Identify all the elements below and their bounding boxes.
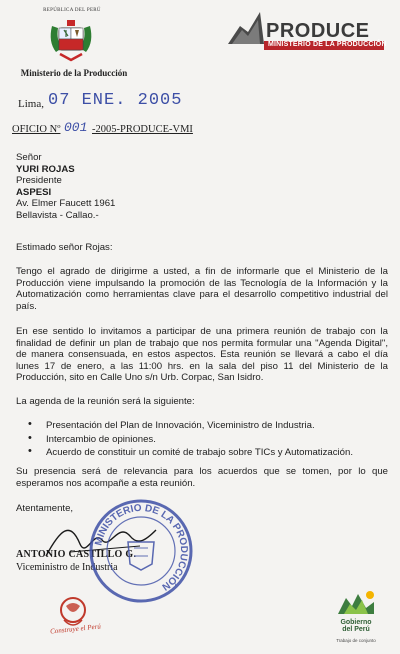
oficio-reference: -2005-PRODUCE-VMI <box>92 124 193 135</box>
addressee-role: Presidente <box>16 175 62 186</box>
oficio-number-stamp: 001 <box>64 120 88 135</box>
produce-logo-subtitle: MINISTERIO DE LA PRODUCCIÓN <box>268 41 387 48</box>
oficio-label: OFICIO Nº <box>12 124 61 135</box>
coat-of-arms-icon <box>46 16 96 64</box>
greeting: Estimado señor Rojas: <box>16 242 113 253</box>
addressee-org: ASPESI <box>16 186 52 198</box>
signatory-name: ANTONIO CASTILLO G. <box>16 549 137 560</box>
produce-logo-word: PRODUCE <box>266 20 370 42</box>
closing-phrase: Atentamente, <box>16 503 74 514</box>
gobierno-peru-logo-icon <box>334 588 378 618</box>
paragraph-closing: Su presencia será de relevancia para los acuerdos que se tomen, por lo que esperamos nos acompañe a esta reunión. <box>16 466 388 489</box>
paragraph-invitation: En ese sentido lo invitamos a participar de una primera reunión de trabajo con la finalidad de definir un plan de trabajo que nos permita formular una "Agenda Digital", de manera consensuada, en estos aspectos. Esta reunión se llevará a cabo el día lunes 17 de enero, a las 11:00 hrs. en la sala del piso 11 del Ministerio de la Producción, sito en Calle Uno s/n Urb. Corpac, San Isidro. <box>16 326 388 383</box>
paragraph-agenda-intro: La agenda de la reunión será la siguiente: <box>16 396 195 407</box>
addressee-street: Av. Elmer Faucett 1961 <box>16 198 116 209</box>
footer-slogan: Construye el Perú <box>49 622 102 636</box>
seal-ring-text: MINISTERIO DE LA PRODUCCIÓN <box>93 502 190 593</box>
ministry-name: Ministerio de la Producción <box>20 68 128 78</box>
agenda-item: • Intercambio de opiniones. <box>36 434 388 446</box>
paragraph-intro: Tengo el agrado de dirigirme a usted, a fin de informarle que el Ministerio de la Producción viene impulsando la promoción de las Tecnología de la Información y la Automatización como herramientas clave para el desarrollo competitivo industrial del país. <box>16 266 388 312</box>
signatory-title: Viceministro de Industria <box>16 562 118 573</box>
agenda-item: • Presentación del Plan de Innovación, Viceministro de Industria. <box>36 420 388 432</box>
addressee-name: YURI ROJAS <box>16 163 75 175</box>
agenda-item: • Acuerdo de constituir un comité de trabajo sobre TICs y Automatización. <box>36 447 388 459</box>
addressee-block <box>16 152 115 221</box>
gob-line-1: Gobierno <box>340 619 372 626</box>
gob-line-2: del Perú <box>342 626 370 633</box>
date-label: Lima, <box>18 98 44 110</box>
addressee-salutation: Señor <box>16 152 42 163</box>
agenda-list <box>36 420 388 461</box>
gobierno-peru-subtitle: Trabajo de conjunto <box>336 638 376 643</box>
official-seal-icon <box>88 498 194 604</box>
addressee-city: Bellavista - Callao.- <box>16 209 99 221</box>
date-stamp: 07 ENE. 2005 <box>48 91 183 110</box>
crest-caption: REPÚBLICA DEL PERÚ <box>43 8 101 13</box>
gobierno-peru-label <box>332 619 380 633</box>
